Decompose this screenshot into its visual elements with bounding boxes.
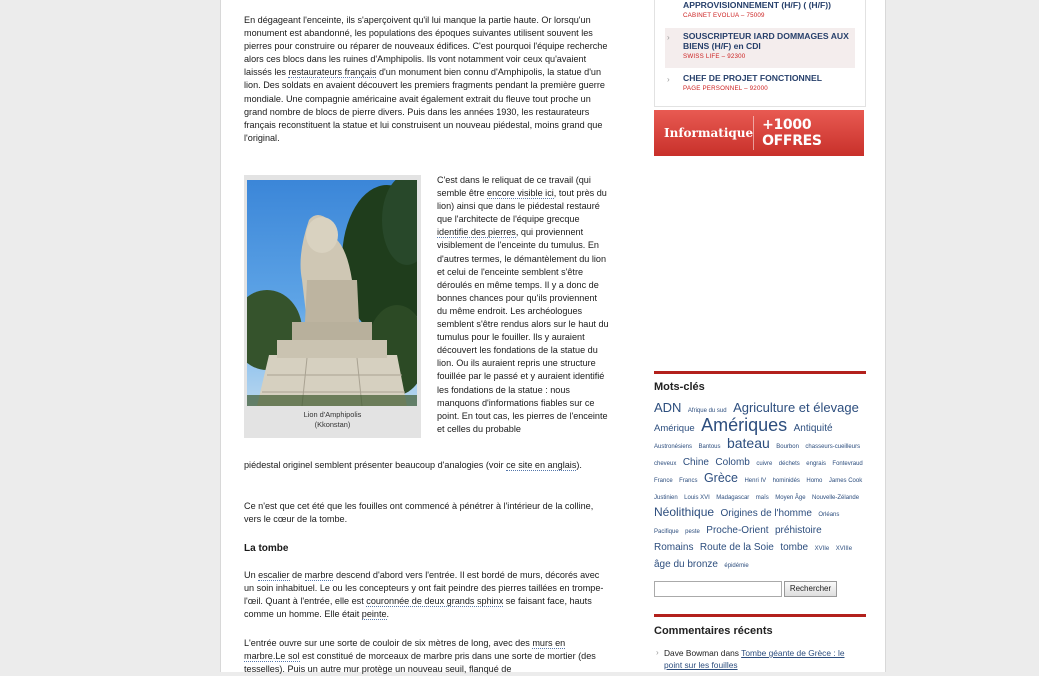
tag-link[interactable]: Origines de l'homme (720, 508, 812, 519)
comments-title: Commentaires récents (654, 625, 773, 637)
banner-label: Informatique (664, 126, 754, 140)
tag-link[interactable]: Route de la Soie (699, 542, 774, 553)
job-title[interactable]: SOUSCRIPTEUR IARD DOMMAGES AUX BIENS (H/F) en CDI (683, 31, 849, 51)
tag-link[interactable]: Amérique (654, 423, 695, 434)
link-site-anglais[interactable]: ce site en anglais (506, 460, 577, 470)
tag-link[interactable]: Proche-Orient (706, 525, 769, 536)
tag-link[interactable]: Amériques (701, 415, 788, 435)
lion-figure (244, 175, 421, 438)
lion-image (247, 180, 417, 406)
tag-link[interactable]: peste (685, 529, 700, 535)
paragraph-piedestal: piédestal originel semblent présenter beaucoup d'analogies (voir ce site en anglais). (244, 460, 582, 470)
section-heading-tombe: La tombe (244, 543, 289, 554)
widget-divider (654, 371, 866, 374)
search-button[interactable]: Rechercher (784, 581, 837, 597)
tag-link[interactable]: Afrique du sud (687, 408, 727, 414)
link-murs-marbre[interactable]: murs en marbre (244, 638, 566, 662)
tag-link[interactable]: tombe (780, 542, 809, 553)
banner-offers: +1000 OFFRES (762, 117, 822, 149)
tag-link[interactable]: Chine (682, 457, 709, 468)
link-encore-visible[interactable]: encore visible ici (487, 188, 554, 199)
tag-link[interactable]: engrais (806, 461, 826, 467)
job-company: CABINET EVOLUA – 75009 (683, 12, 765, 19)
tag-link[interactable]: Bourbon (776, 444, 799, 450)
paragraph-couloir: L'entrée ouvre sur une sorte de couloir de six mètres de long, avec des murs en marbre.Le sol est constitué de morceaux de marbre pris dans une sorte de mortier (des tesselles). Puis un autre mur protège un nouveau seuil, flanqué de (244, 638, 596, 675)
link-sphinx[interactable]: couronnée de deux grands sphinx (366, 596, 504, 607)
tag-link[interactable]: épidémie (724, 563, 749, 569)
link-restaurateurs-francais[interactable]: restaurateurs français (288, 67, 377, 78)
tag-link[interactable]: Madagascar (716, 495, 750, 501)
jobs-widget (654, 0, 866, 107)
widget-divider (654, 614, 866, 617)
tag-link[interactable]: Pacifique (654, 529, 679, 535)
tag-link[interactable]: Francs (679, 478, 698, 484)
tag-link[interactable]: cuivre (756, 461, 773, 467)
job-company: PAGE PERSONNEL – 92000 (683, 85, 768, 92)
tag-link[interactable]: Henri IV (744, 478, 767, 484)
tag-link[interactable]: Antiquité (793, 423, 833, 434)
tag-link[interactable]: âge du bronze (654, 559, 718, 570)
bullet-icon: › (667, 75, 670, 84)
jobs-banner[interactable] (654, 110, 864, 156)
comment-post-link[interactable]: Tombe géante de Grèce : le point sur les fouilles (664, 648, 845, 670)
tag-link[interactable]: XVIIe (814, 546, 830, 552)
tag-link[interactable]: Justinien (654, 495, 678, 501)
link-marbre[interactable]: marbre (304, 570, 334, 580)
tag-link[interactable]: Grèce (703, 471, 738, 485)
tag-link[interactable]: James Cook (828, 478, 863, 484)
tag-link[interactable]: Néolithique (654, 505, 715, 519)
paragraph-enceinte: En dégageant l'enceinte, ils s'aperçoivent qu'il lui manque la partie haute. Or lorsqu'un monument est abandonné, les populations des époques suivantes utilisent souvent les pierres pour construire ou réparer de nouveaux édifices. C'est pourquoi l'équipe recherche alors ces blocs dans les ruines d'Amphipolis. Ils vont notamment voir ceux qu'avaient laissés les restaurateurs français d'un monument bien connu d'Amphipolis, la statue d'un lion. Des soldats en avaient découvert les premiers fragments pendant la première guerre mondiale. Une compagnie américaine avait également extrait du fleuve tout proche un grand nombre de blocs de pierre divers. Puis dans les années 1930, les restaurateurs français reconstituent la statue et lui construisent un nouveau piédestal, moins grand que l'original. (244, 15, 608, 143)
job-item[interactable] (665, 28, 855, 68)
tag-link[interactable]: Moyen Âge (775, 495, 806, 501)
job-item[interactable] (665, 73, 855, 92)
link-le-sol[interactable]: Le sol (275, 651, 300, 662)
link-peinte[interactable]: peinte (361, 609, 387, 620)
tag-link[interactable]: Nouvelle-Zélande (812, 495, 860, 501)
tag-link[interactable]: Agriculture et élevage (733, 400, 859, 415)
figure-caption: Lion d'Amphipolis (Kkonstan) (303, 410, 362, 429)
search-input[interactable] (654, 581, 782, 597)
search-form (654, 580, 866, 597)
comment-author: Dave Bowman (664, 648, 719, 658)
link-identifie-pierres[interactable]: identifie des pierres (437, 227, 516, 238)
job-title[interactable]: APPROVISIONNEMENT (H/F) ( (H/F)) (683, 0, 831, 10)
tag-link[interactable]: préhistoire (774, 525, 822, 536)
lion-photo[interactable] (247, 180, 417, 406)
tag-link[interactable]: Fontevraud (832, 461, 863, 467)
tags-title: Mots-clés (654, 381, 705, 393)
tag-link[interactable]: déchets (778, 461, 800, 467)
paragraph-fouilles: Ce n'est que cet été que les fouilles ont commencé à pénétrer à l'intérieur de la colline, vers le cœur de la tombe. (244, 501, 594, 525)
tag-link[interactable]: XVIIIe (835, 546, 853, 552)
tag-link[interactable]: Colomb (715, 457, 750, 468)
job-title[interactable]: CHEF DE PROJET FONCTIONNEL (683, 73, 822, 83)
tag-link[interactable]: chasseurs-cueilleurs (805, 444, 861, 450)
recent-comment: › Dave Bowman dans Tombe géante de Grèce : le point sur les fouilles (656, 648, 845, 670)
bullet-icon: › (667, 33, 670, 42)
bullet-icon: › (656, 648, 659, 657)
link-escalier[interactable]: escalier (258, 570, 290, 580)
tag-link[interactable]: Bantous (698, 444, 721, 450)
tag-link[interactable]: Homo (806, 478, 823, 484)
tag-link[interactable]: hominidés (772, 478, 800, 484)
tag-cloud (654, 401, 866, 573)
job-company: SWISS LIFE – 92300 (683, 53, 746, 60)
tag-link[interactable]: Austronésiens (654, 444, 693, 450)
tag-link[interactable]: Romains (654, 542, 694, 553)
tag-link[interactable]: ADN (654, 400, 682, 415)
tag-link[interactable]: maïs (755, 495, 769, 501)
tag-link[interactable]: bateau (726, 435, 770, 451)
tag-link[interactable]: cheveux (654, 461, 677, 467)
job-item[interactable] (665, 0, 855, 19)
paragraph-escalier: Un escalier de marbre descend d'abord vers l'entrée. Il est bordé de murs, décorés avec un soin inhabituel. Le ou les concepteurs y ont fait peindre des pierres taillées en trompe-l'œil. Quant à l'entrée, elle est couronnée de deux grands sphinx se faisant face, hauts comme un homme. Elle était peinte. (244, 570, 604, 620)
tag-link[interactable]: Louis XVI (684, 495, 710, 501)
paragraph-reliquat: C'est dans le reliquat de ce travail (qui semble être encore visible ici, tout près du lion) ainsi que dans le piédestal restauré que l'architecte de l'équipe grecque identifie des pierres, qui proviennent visiblement de l'enceinte du tumulus. En d'autres termes, le démantèlement du lion et celui de l'enceinte semblent s'être déroulés en même temps. Il y a donc de bonnes chances pour qu'ils proviennent du même endroit. Les archéologues semblent s'être rendus alors sur le haut du tumulus pour le fouiller. Ils y auraient découvert les fondations de la statue du lion. Ou ils auraient repris une structure fouillée par le passé et y auraient identifié les fondations de la statue : nous manquons d'informations fiables sur ce point. En tout cas, les pierres de l'enceinte et celles du probable (437, 175, 609, 434)
tag-link[interactable]: Orléans (818, 512, 840, 518)
tag-link[interactable]: France (654, 478, 673, 484)
